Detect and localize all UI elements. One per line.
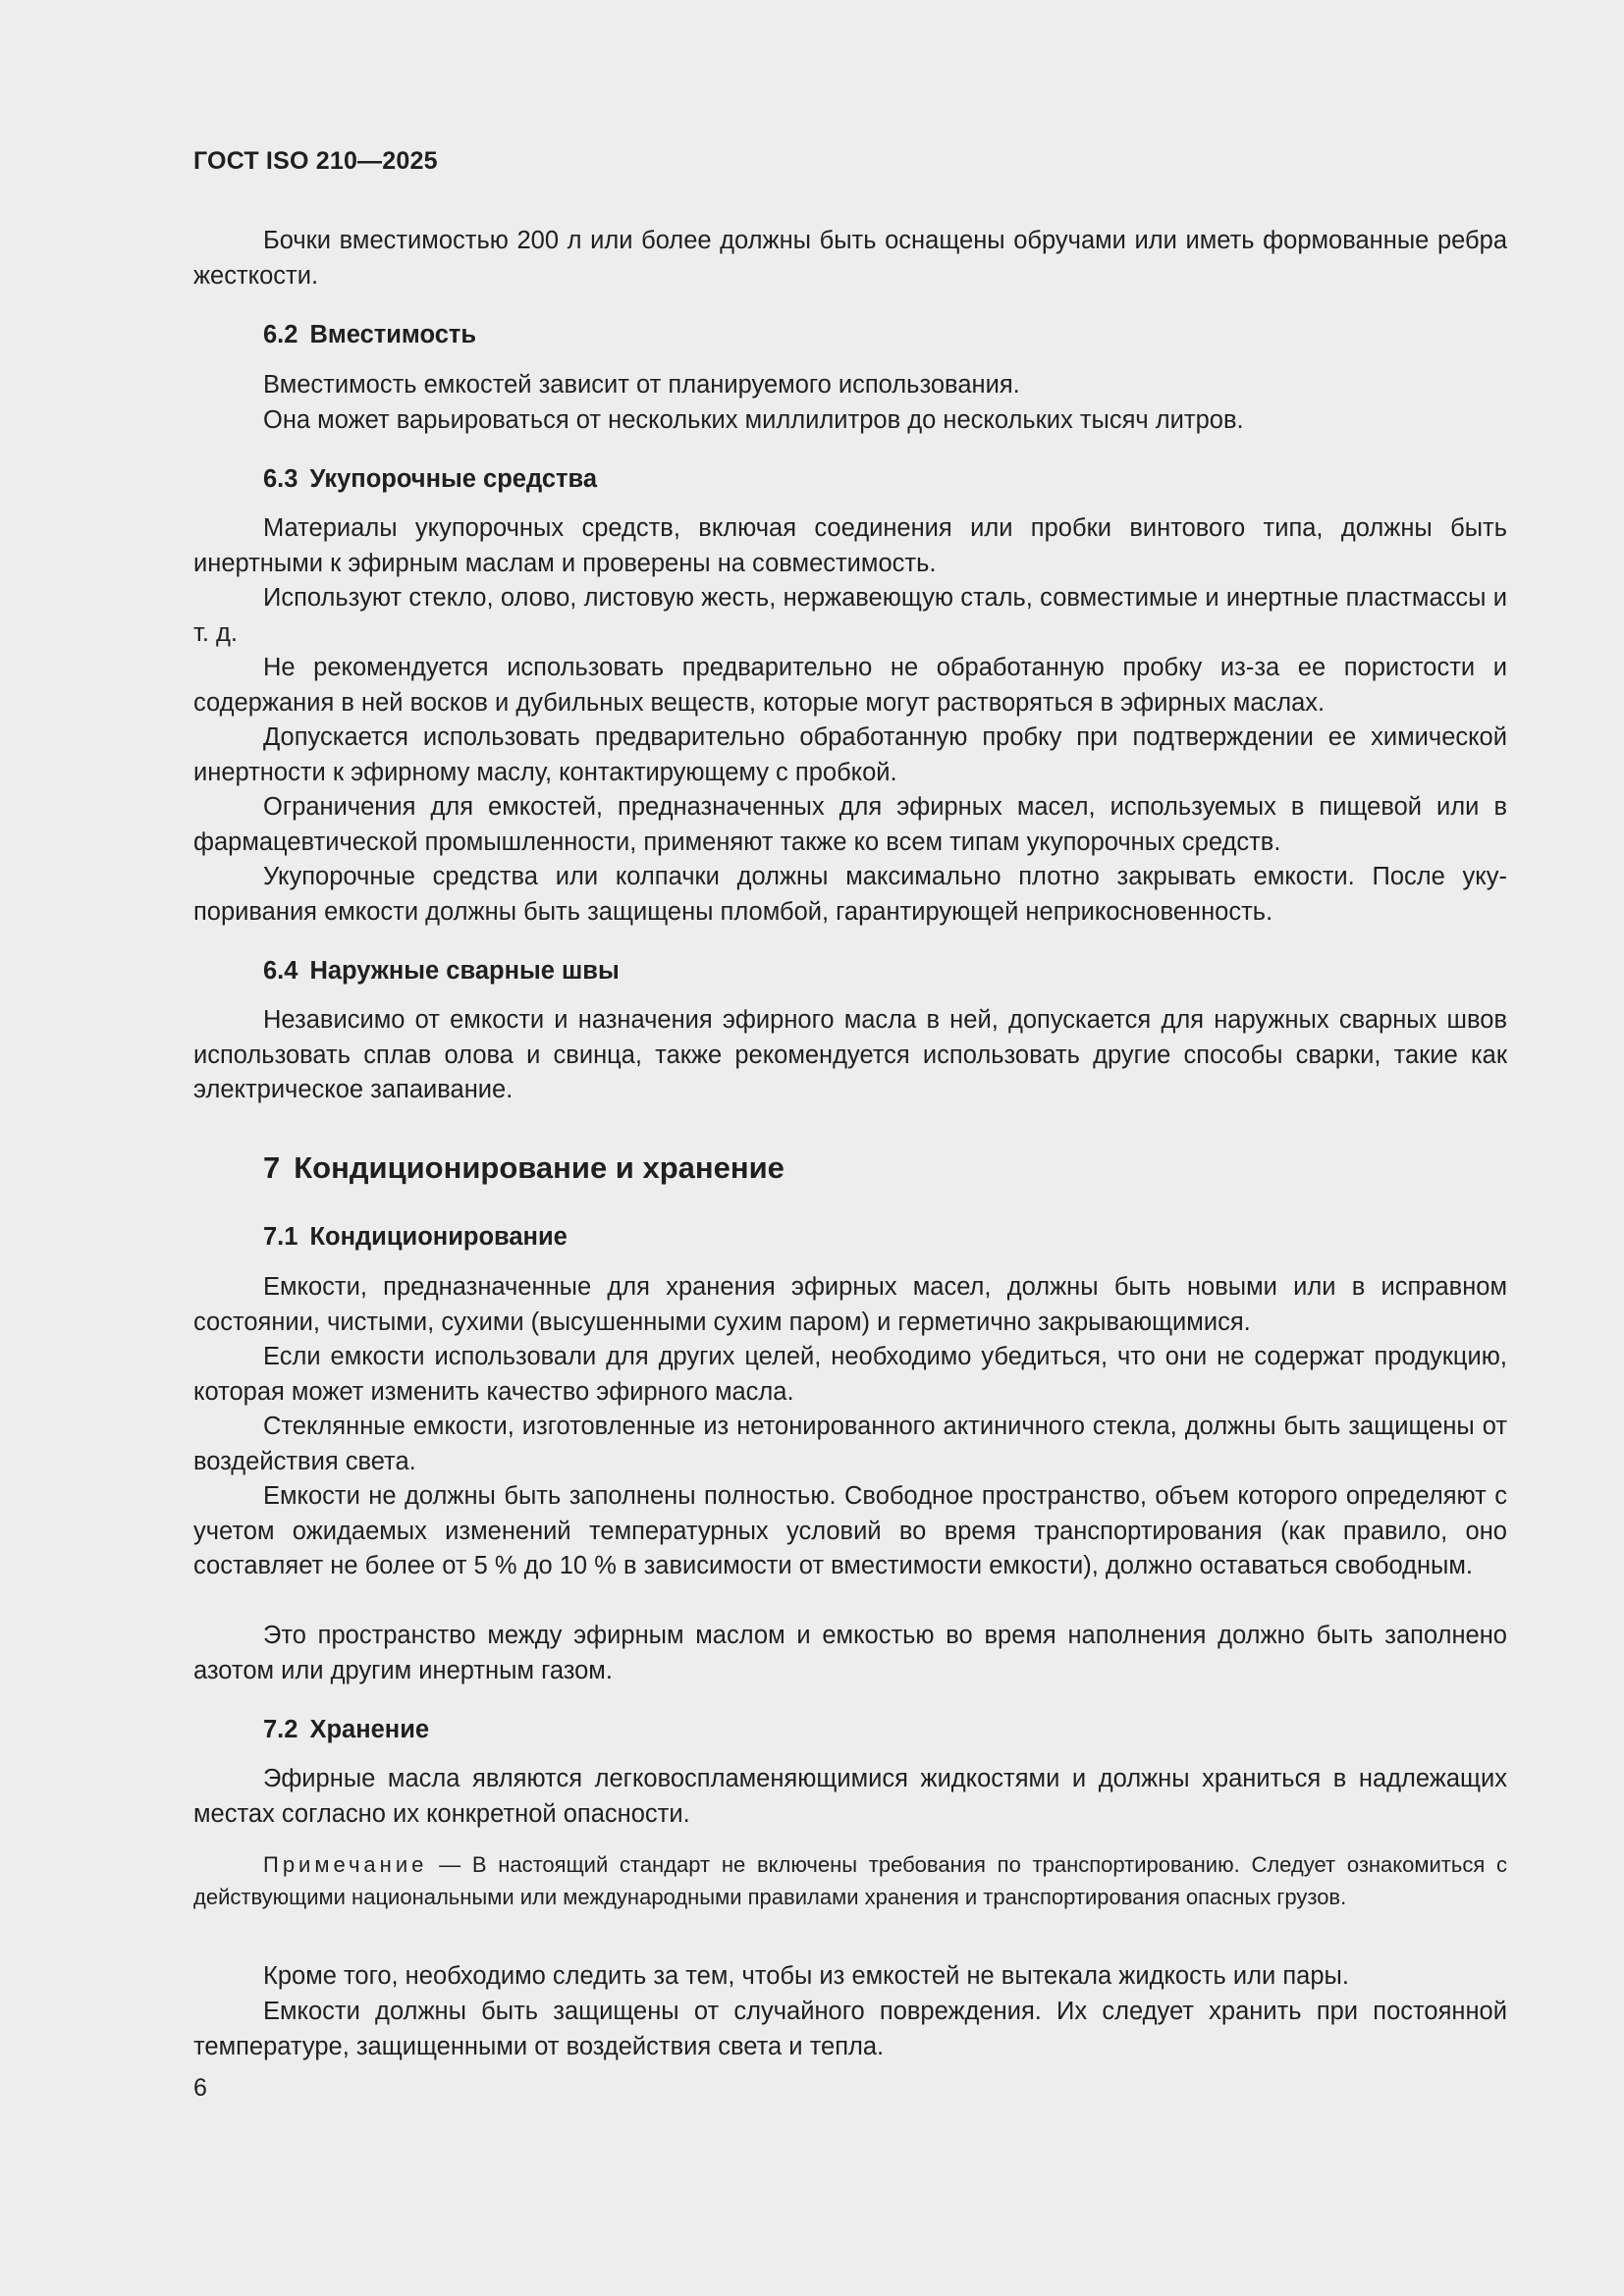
chapter-heading-7 bbox=[263, 1150, 785, 1186]
section-heading-6-3 bbox=[263, 465, 597, 494]
paragraph: Ограничения для емкостей, предназначенных для эфирных масел, используемых в пищевой или в фармацевтической промышленности, применяют также ко всем типам укупорочных средств. bbox=[193, 793, 1507, 856]
paragraph: Емкости, предназначенные для хранения эфирных масел, должны быть новыми или в исправном состоянии, чистыми, сухими (высушенными сухим паром) и герметично закрывающимися. bbox=[193, 1273, 1507, 1336]
section-title: Укупорочные средства bbox=[309, 465, 598, 493]
section-number: 7.1 bbox=[263, 1223, 298, 1251]
section-number: 6.3 bbox=[263, 465, 298, 493]
chapter-number: 7 bbox=[263, 1150, 281, 1185]
note-lead: Примечание bbox=[263, 1852, 428, 1877]
paragraph: Независимо от емкости и назначения эфирного масла в ней, допускается для наружных сварных швов использовать сплав олова и свинца, также рекомендуется использовать другие способы сварки, такие как электрическое запаивание. bbox=[193, 1006, 1507, 1103]
paragraph: Эфирные масла являются легковоспламеняющимися жидкостями и должны храниться в надлежащих местах согласно их конкретной опасности. bbox=[193, 1765, 1507, 1828]
section-title: Вместимость bbox=[309, 321, 477, 348]
paragraph: Материалы укупорочных средств, включая соединения или пробки винтового типа, должны быть инертными к эфирным маслам и проверены на совместимость. bbox=[193, 514, 1507, 577]
section-heading-6-4 bbox=[263, 957, 620, 986]
document-page bbox=[193, 0, 1507, 2296]
paragraph: Кроме того, необходимо следить за тем, чтобы из емкостей не вытекала жидкость или пары. bbox=[263, 1962, 1349, 1990]
section-number: 6.4 bbox=[263, 957, 298, 985]
section-heading-6-2 bbox=[263, 321, 476, 349]
paragraph: Используют стекло, олово, листовую жесть, нержавеющую сталь, совместимые и инертные пластмассы и т. д. bbox=[193, 584, 1507, 647]
section-title: Кондиционирование bbox=[309, 1223, 568, 1251]
paragraph: Укупорочные средства или колпачки должны максимально плотно закрывать емкости. После укупоривания емкости должны быть защищены пломбой, гарантирующей неприкосновенность. bbox=[193, 863, 1507, 926]
paragraph: Допускается использовать предварительно обработанную пробку при подтверждении ее химической инертности к эфирному маслу, контактирующему с пробкой. bbox=[193, 723, 1507, 786]
paragraph: Емкости не должны быть заполнены полностью. Свободное пространство, объем которого определяют с учетом ожидаемых изменений температурных условий во время транспортирования (как правило, оно составляет не более от 5 % до 10 % в зависимости от вместимости емкости), должно оставаться свободным. bbox=[193, 1482, 1507, 1579]
section-heading-7-1 bbox=[263, 1223, 568, 1252]
paragraph: Емкости должны быть защищены от случайного повреждения. Их следует хранить при постоянной температуре, защищенными от воздействия света и тепла. bbox=[193, 1998, 1507, 2060]
paragraph: Она может варьироваться от нескольких миллилитров до нескольких тысяч литров. bbox=[263, 406, 1244, 434]
page-number: 6 bbox=[193, 2074, 207, 2102]
paragraph: Вместимость емкостей зависит от планируемого использования. bbox=[263, 371, 1020, 399]
note bbox=[193, 1848, 1507, 1913]
paragraph: Это пространство между эфирным маслом и емкостью во время наполнения должно быть заполнено азотом или другим инертным газом. bbox=[193, 1622, 1507, 1684]
section-title: Наружные сварные швы bbox=[309, 957, 620, 985]
section-title: Хранение bbox=[309, 1716, 430, 1743]
chapter-title: Кондиционирование и хранение bbox=[294, 1150, 785, 1185]
paragraph: Стеклянные емкости, изготовленные из нетонированного актиничного стекла, должны быть защищены от воздействия света. bbox=[193, 1413, 1507, 1475]
paragraph-barrels: Бочки вместимостью 200 л или более должны быть оснащены обручами или иметь формованные ребра жесткости. bbox=[193, 227, 1507, 290]
note-text: — В настоящий стандарт не включены требования по транспортированию. Следует ознакомиться с действующими национальными или международными правилами хранения и транспортирования опасных грузов. bbox=[193, 1852, 1507, 1909]
running-head: ГОСТ ISO 210—2025 bbox=[193, 147, 438, 175]
section-number: 7.2 bbox=[263, 1716, 298, 1743]
section-heading-7-2 bbox=[263, 1716, 429, 1744]
paragraph: Не рекомендуется использовать предварительно не обработанную пробку из-за ее пористости и содержания в ней восков и дубильных веществ, которые могут растворяться в эфирных маслах. bbox=[193, 654, 1507, 717]
paragraph: Если емкости использовали для других целей, необходимо убедиться, что они не содержат продукцию, которая может изменить качество эфирного масла. bbox=[193, 1343, 1507, 1406]
section-number: 6.2 bbox=[263, 321, 298, 348]
